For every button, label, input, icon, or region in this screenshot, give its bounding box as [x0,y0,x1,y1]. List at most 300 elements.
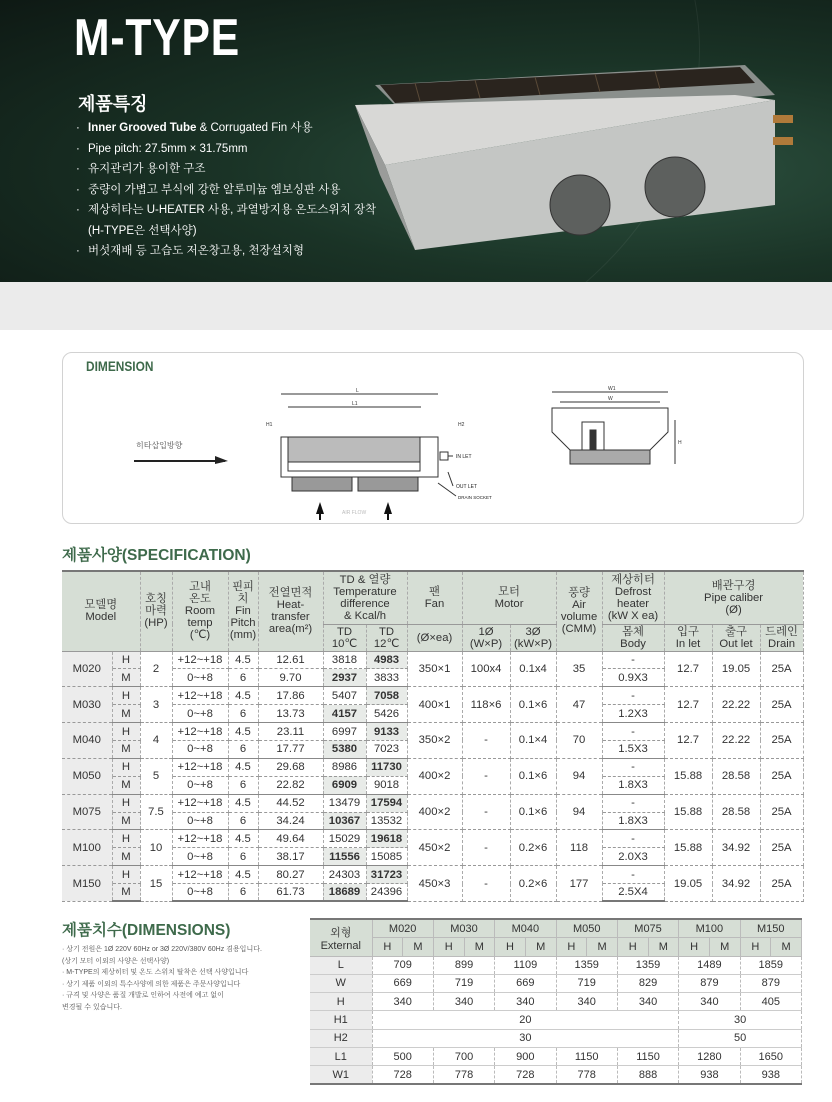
area-cell: 80.27 [258,866,323,884]
header-line: 몸체 [622,625,644,638]
header-drain [760,624,803,651]
air-volume-cell: 35 [556,651,602,687]
air-volume-cell: 94 [556,794,602,830]
dimension-value: 669 [372,974,433,992]
room-temp-cell: 0~+8 [172,848,228,866]
model-header: M020 [372,919,433,938]
feature-bold: Inner Grooved Tube [88,122,197,134]
label-W1: W1 [608,386,616,392]
feature-item [76,159,376,180]
fin-pitch-cell: 6 [228,812,258,830]
area-cell: 38.17 [258,848,323,866]
room-temp-cell: 0~+8 [172,884,228,902]
dimension-value: 340 [495,993,556,1011]
defrost-cell: - [602,794,664,812]
table-row [310,993,802,1011]
type-cell: M [112,812,140,830]
header-line: 10℃ [331,637,358,650]
outlet-cell: 28.58 [712,794,760,830]
header-line: TD & 열량 [339,573,391,586]
label-L: L [356,388,359,394]
header-line: (Ø×ea) [416,631,453,644]
fin-pitch-cell: 4.5 [228,651,258,669]
header-line: 마력 [145,605,167,618]
dimension-value: 709 [372,956,433,974]
td12-cell: 5426 [366,705,407,723]
motor-3p-cell: 0.2×6 [510,866,556,902]
feature-text: 버섯재배 등 고습도 저온창고용, 천장설치형 [88,245,304,257]
outlet-cell: 19.05 [712,651,760,687]
model-cell: M020 [62,651,112,687]
fin-pitch-cell: 4.5 [228,723,258,741]
inlet-cell: 12.7 [664,723,712,759]
area-cell: 34.24 [258,812,323,830]
header-line: (kW×P) [514,637,552,650]
fan-cell: 450×3 [407,866,462,902]
header-line: 12℃ [373,637,400,650]
dimension-value: 1150 [556,1047,617,1065]
type-header: H [617,938,648,957]
header-line: heater [617,597,650,610]
header-fin-pitch [228,571,258,651]
header-line: 풍량 [568,587,590,600]
dimension-value: 719 [556,974,617,992]
dimension-label: L [310,956,372,974]
defrost-cell: 1.2X3 [602,705,664,723]
dimension-value: 1859 [740,956,801,974]
type-header: H [495,938,526,957]
dimension-value: 1150 [617,1047,678,1065]
hp-cell: 5 [140,758,172,794]
motor-3p-cell: 0.1×6 [510,758,556,794]
header-defrost [602,571,664,624]
fin-pitch-cell: 6 [228,776,258,794]
table-row [62,830,803,848]
dimension-drawing [120,380,740,520]
header-line: Body [620,637,646,650]
product-image [355,55,805,255]
header-hp [140,571,172,651]
td12-cell: 3833 [366,669,407,687]
motor-3p-cell: 0.1×4 [510,723,556,759]
dimension-value: 669 [495,974,556,992]
header-line: Drain [768,637,796,650]
drain-cell: 25A [760,723,803,759]
model-header: M030 [433,919,494,938]
td12-cell: 31723 [366,866,407,884]
defrost-cell: 1.8X3 [602,776,664,794]
header-line: Motor [494,597,524,610]
type-cell: H [112,758,140,776]
td10-cell: 11556 [323,848,366,866]
header-external [310,919,372,956]
dimension-label: H2 [310,1029,372,1047]
header-line: TD [378,625,395,638]
dimension-value: 938 [740,1066,801,1084]
header-body [602,624,664,651]
header-line: (mm) [229,629,257,642]
header-line: 1Ø [478,625,494,638]
area-cell: 17.86 [258,687,323,705]
inlet-cell: 15.88 [664,830,712,866]
model-header: M075 [617,919,678,938]
dimension-value: 879 [740,974,801,992]
header-line: (kW X ea) [607,609,659,622]
features-list [76,118,376,262]
area-cell: 13.73 [258,705,323,723]
type-cell: H [112,723,140,741]
dimension-value: 340 [372,993,433,1011]
defrost-cell: 2.5X4 [602,884,664,902]
fin-pitch-cell: 6 [228,884,258,902]
dimension-label: H1 [310,1011,372,1029]
room-temp-cell: +12~+18 [172,830,228,848]
dimension-label: W1 [310,1066,372,1084]
label-H2: H2 [458,422,465,428]
drain-cell: 25A [760,758,803,794]
motor-3p-cell: 0.1×6 [510,687,556,723]
type-cell: M [112,848,140,866]
area-cell: 44.52 [258,794,323,812]
bullet-icon: · [76,122,80,134]
header-fan [407,571,462,624]
td12-cell: 15085 [366,848,407,866]
fan-cell: 400×2 [407,758,462,794]
defrost-cell: - [602,651,664,669]
area-cell: 22.82 [258,776,323,794]
table-row [310,1066,802,1084]
defrost-cell: - [602,723,664,741]
room-temp-cell: 0~+8 [172,669,228,687]
td12-cell: 4983 [366,651,407,669]
defrost-cell: - [602,866,664,884]
outlet-cell: 34.92 [712,866,760,902]
dimension-value: 888 [617,1066,678,1084]
table-row [62,794,803,812]
header-line: 드레인 [765,625,798,638]
motor-1p-cell: - [462,723,510,759]
header-line: 배관구경 [711,579,756,592]
dimension-value: 20 [372,1011,679,1029]
type-header: M [771,938,802,957]
type-cell: M [112,705,140,723]
td12-cell: 7023 [366,740,407,758]
model-cell: M150 [62,866,112,902]
motor-3p-cell: 0.1x4 [510,651,556,687]
drain-cell: 25A [760,794,803,830]
dimension-value: 700 [433,1047,494,1065]
note-item: · 상기 전원은 1Ø 220V 60Hz or 3Ø 220V/380V 60Hz 겸용입니다. [62,946,262,953]
hp-cell: 15 [140,866,172,902]
type-cell: M [112,884,140,902]
model-header: M040 [495,919,556,938]
fan-cell: 400×2 [407,794,462,830]
spec-table [62,570,804,902]
table-row [62,723,803,741]
note-item: · M-TYPE의 제상히터 및 온도 스위치 탈착은 선택 사양입니다 [62,969,249,977]
type-cell: H [112,794,140,812]
fan-cell: 350×1 [407,651,462,687]
header-line: Air [572,599,586,612]
label-W: W [608,396,613,402]
outlet-cell: 28.58 [712,758,760,794]
note-item: 변경될 수 있습니다. [62,1003,122,1011]
type-cell: H [112,866,140,884]
dimension-value: 778 [433,1066,494,1084]
dimension-value: 900 [495,1047,556,1065]
type-header: M [525,938,556,957]
header-line: 모터 [498,585,520,598]
header-line: Fin [235,605,251,618]
motor-1p-cell: - [462,758,510,794]
bullet-icon: · [76,183,80,196]
fin-pitch-cell: 4.5 [228,830,258,848]
drain-cell: 25A [760,687,803,723]
dimension-value: 1359 [617,956,678,974]
type-header: H [740,938,771,957]
inlet-cell: 19.05 [664,866,712,902]
header-line: (HP) [144,617,168,630]
td12-cell: 19618 [366,830,407,848]
table-row [310,1047,802,1065]
side-view [552,392,675,464]
td10-cell: 13479 [323,794,366,812]
td10-cell: 8986 [323,758,366,776]
header-line: Defrost [614,585,652,598]
header-line: 외형 [330,926,352,939]
model-header: M150 [740,919,801,938]
bullet-icon: · [76,163,80,175]
header-line: 호칭 [145,593,167,606]
type-header: H [372,938,403,957]
dimension-label: L1 [310,1047,372,1065]
dimensions-table [310,918,802,1085]
area-cell: 12.61 [258,651,323,669]
label-airflow: AIR FLOW [342,510,367,516]
model-header: M050 [556,919,617,938]
header-fan-sub [407,624,462,651]
header-line: Model [85,611,117,624]
area-cell: 61.73 [258,884,323,902]
area-cell: 49.64 [258,830,323,848]
td10-cell: 3818 [323,651,366,669]
label-H: H [678,440,682,446]
area-cell: 9.70 [258,669,323,687]
td10-cell: 15029 [323,830,366,848]
fin-pitch-cell: 4.5 [228,687,258,705]
defrost-cell: - [602,830,664,848]
header-line: 입구 [677,625,699,638]
type-cell: M [112,776,140,794]
front-view [281,394,456,496]
motor-1p-cell: - [462,830,510,866]
header-line: Out let [719,637,753,650]
fin-pitch-cell: 4.5 [228,758,258,776]
outlet-cell: 22.22 [712,723,760,759]
type-cell: H [112,651,140,669]
header-td10 [323,624,366,651]
td12-cell: 13532 [366,812,407,830]
feature-item [76,180,376,201]
td12-cell: 9133 [366,723,407,741]
dimension-value: 1109 [495,956,556,974]
feature-item [76,221,376,242]
header-line: 팬 [429,585,440,598]
header-line: Pitch [230,617,256,630]
area-cell: 23.11 [258,723,323,741]
header-line: Heat- [276,599,305,612]
outlet-cell: 34.92 [712,830,760,866]
header-line: 모델명 [84,599,118,612]
feature-text: & Corrugated Fin 사용 [196,122,313,134]
header-line: Temperature [333,585,397,598]
dimension-value: 30 [679,1011,802,1029]
model-cell: M040 [62,723,112,759]
inlet-cell: 12.7 [664,651,712,687]
motor-1p-cell: 100x4 [462,651,510,687]
td10-cell: 24303 [323,866,366,884]
fan-cell: 450×2 [407,830,462,866]
motor-1p-cell: 118×6 [462,687,510,723]
motor-1p-cell: - [462,794,510,830]
td10-cell: 4157 [323,705,366,723]
header-line: (Ø) [725,603,742,616]
room-temp-cell: 0~+8 [172,776,228,794]
dimension-value: 778 [556,1066,617,1084]
label-drain-socket: DRAIN SOCKET [458,495,492,500]
model-cell: M100 [62,830,112,866]
motor-1p-cell: - [462,866,510,902]
type-cell: M [112,669,140,687]
outlet-cell: 22.22 [712,687,760,723]
dimension-value: 1359 [556,956,617,974]
features-title: 제품특징 [78,94,148,114]
header-line: volume [560,611,598,624]
header-motor-1p [462,624,510,651]
dimension-value: 340 [556,993,617,1011]
dimensions-title: 제품치수(DIMENSIONS) [62,922,231,939]
header-inlet [664,624,712,651]
dimension-value: 719 [433,974,494,992]
model-cell: M075 [62,794,112,830]
header-line: 핀피치 [232,581,254,606]
room-temp-cell: +12~+18 [172,794,228,812]
feature-text: 중량이 가볍고 부식에 강한 알루미늄 엠보싱판 사용 [88,183,341,196]
model-cell: M030 [62,687,112,723]
table-row [310,956,802,974]
td10-cell: 5407 [323,687,366,705]
td10-cell: 10367 [323,812,366,830]
td10-cell: 18689 [323,884,366,902]
feature-item [76,200,376,221]
fin-pitch-cell: 4.5 [228,794,258,812]
fin-pitch-cell: 6 [228,848,258,866]
feature-text: 제상히타는 U-HEATER 사용, 과열방지용 온도스위치 장착 [88,204,377,216]
area-cell: 17.77 [258,740,323,758]
arrow-head-icon [215,456,228,464]
spec-title: 제품사양(SPECIFICATION) [62,547,251,564]
td12-cell: 9018 [366,776,407,794]
note-item: (상기 모터 이외의 사양은 선택사양) [62,957,170,965]
header-motor-3p [510,624,556,651]
defrost-cell: 1.5X3 [602,740,664,758]
feature-text: 유지관리가 용이한 구조 [88,163,206,175]
inlet-cell: 15.88 [664,794,712,830]
fin-pitch-cell: 6 [228,669,258,687]
header-line: 전열면적 [268,587,313,600]
header-outlet [712,624,760,651]
feature-item [76,241,376,262]
dimension-value: 405 [740,993,801,1011]
type-header: M [587,938,618,957]
room-temp-cell: +12~+18 [172,758,228,776]
motor-3p-cell: 0.1×6 [510,794,556,830]
hp-cell: 3 [140,687,172,723]
label-outlet: OUT LET [456,484,478,490]
table-row [310,1029,802,1047]
hp-cell: 2 [140,651,172,687]
note-item: · 상기 제품 이외의 특수사양에 의한 제품은 주문사양입니다 [62,980,241,988]
fin-pitch-cell: 6 [228,740,258,758]
type-cell: M [112,740,140,758]
header-td12 [366,624,407,651]
bullet-icon: · [76,142,80,155]
table-row [310,974,802,992]
defrost-cell: 1.8X3 [602,812,664,830]
note-item: · 규격 및 사양은 품질 개발로 인하여 사전에 예고 없이 [62,992,224,1000]
table-row [310,1011,802,1029]
header-air-volume [556,571,602,651]
model-header: M100 [679,919,740,938]
inlet-cell: 15.88 [664,758,712,794]
dimension-value: 340 [617,993,678,1011]
drain-cell: 25A [760,830,803,866]
td10-cell: 6909 [323,776,366,794]
header-line: area(m²) [268,623,313,636]
type-header: M [464,938,495,957]
label-L1: L1 [352,401,358,407]
type-header: M [709,938,740,957]
dimension-value: 728 [372,1066,433,1084]
fan-cell: 400×1 [407,687,462,723]
inlet-cell: 12.7 [664,687,712,723]
dimension-value: 879 [679,974,740,992]
dimension-value: 938 [679,1066,740,1084]
header-line: 제상히터 [611,573,655,586]
type-header: M [648,938,679,957]
type-cell: H [112,687,140,705]
room-temp-cell: 0~+8 [172,812,228,830]
air-volume-cell: 47 [556,687,602,723]
type-header: H [679,938,710,957]
air-volume-cell: 118 [556,830,602,866]
table-row [62,687,803,705]
type-header: H [433,938,464,957]
header-line: (W×P) [469,637,503,650]
defrost-cell: 0.9X3 [602,669,664,687]
header-line: 고내 [189,581,211,594]
motor-3p-cell: 0.2×6 [510,830,556,866]
header-line: Room [184,605,216,618]
label-H1: H1 [266,422,273,428]
hp-cell: 4 [140,723,172,759]
dimension-value: 30 [372,1029,679,1047]
dimension-value: 1280 [679,1047,740,1065]
dimension-value: 829 [617,974,678,992]
area-cell: 29.68 [258,758,323,776]
dimension-value: 340 [679,993,740,1011]
heater-direction-label: 히타삽입방향 [136,441,183,450]
